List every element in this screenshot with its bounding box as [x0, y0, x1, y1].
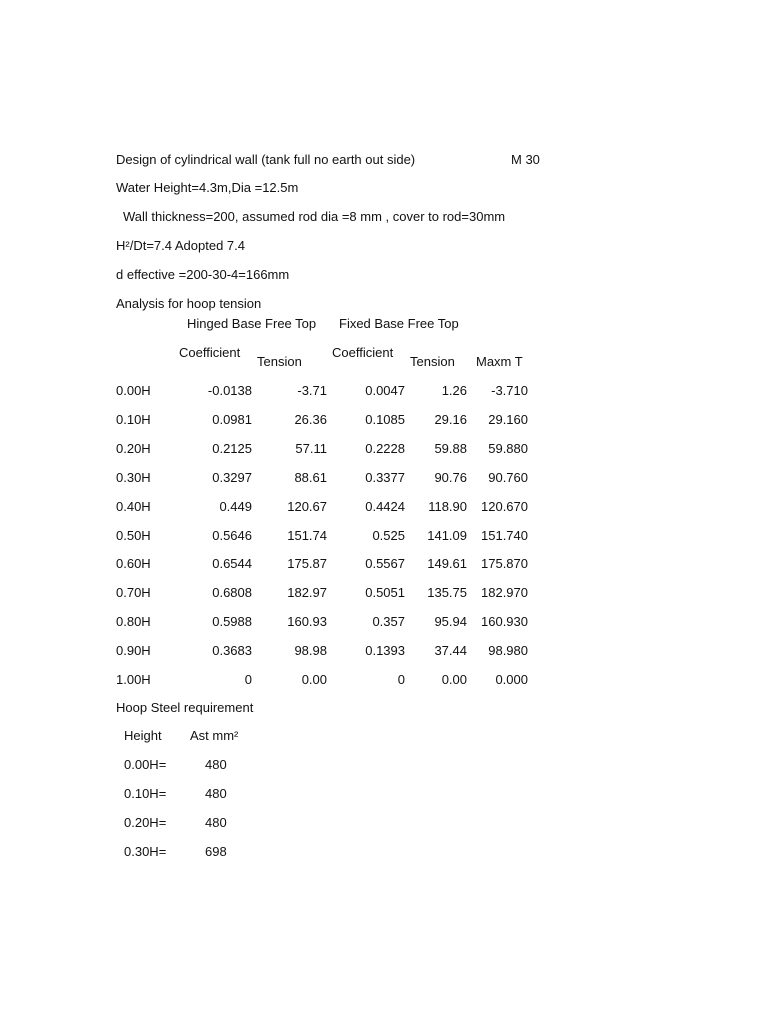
row-max-t: 182.970	[481, 585, 528, 601]
row-tension-2: 149.61	[427, 556, 467, 572]
concrete-grade: M 30	[511, 152, 540, 167]
row-tension-1: 151.74	[287, 527, 327, 543]
ratio-line: H²/Dt=7.4 Adopted 7.4	[116, 238, 246, 253]
row-height: 0.80H	[116, 614, 151, 630]
row-coefficient-2: 0.357	[372, 614, 405, 630]
row-tension-2: 141.09	[427, 527, 467, 543]
steel-row-ast: 698	[205, 844, 227, 859]
col-header-tension-2: Tension	[410, 354, 455, 369]
steel-row-height: 0.10H=	[124, 786, 167, 801]
row-max-t: 90.760	[488, 469, 528, 485]
row-coefficient-2: 0.3377	[365, 469, 405, 485]
row-max-t: 29.160	[488, 411, 528, 427]
col-header-coefficient-2: Coefficient	[332, 345, 394, 360]
row-tension-2: 90.76	[434, 469, 467, 485]
row-max-t: -3.710	[491, 383, 528, 398]
row-coefficient-2: 0.1393	[365, 643, 405, 659]
row-max-t: 0.000	[495, 672, 528, 687]
row-tension-1: 57.11	[295, 440, 327, 456]
row-coefficient-1: 0.6808	[212, 585, 252, 601]
row-height: 0.90H	[116, 643, 151, 659]
row-height: 0.50H	[116, 527, 151, 543]
row-height: 0.60H	[116, 556, 151, 572]
row-coefficient-1: 0.449	[219, 498, 252, 514]
row-coefficient-1: -0.0138	[207, 383, 252, 398]
row-coefficient-1: 0.5988	[212, 614, 252, 630]
row-max-t: 175.870	[481, 556, 528, 572]
row-tension-1: 175.87	[287, 556, 327, 572]
steel-row-height: 0.20H=	[124, 815, 167, 830]
row-coefficient-1: 0.0981	[212, 411, 252, 427]
row-height: 0.30H	[116, 469, 151, 485]
steel-title: Hoop Steel requirement	[116, 700, 254, 715]
col-header-height: Height	[124, 728, 162, 743]
row-tension-2: 135.75	[427, 585, 467, 601]
row-tension-1: -3.71	[297, 383, 327, 398]
row-max-t: 151.740	[481, 527, 528, 543]
col-header-max-t: Maxm T	[476, 354, 523, 369]
wall-thickness-line: Wall thickness=200, assumed rod dia =8 mm , cover to rod=30mm	[123, 209, 506, 224]
row-tension-2: 29.16	[434, 411, 467, 427]
row-height: 0.10H	[116, 411, 151, 427]
row-coefficient-2: 0.525	[372, 527, 405, 543]
row-tension-1: 160.93	[287, 614, 327, 630]
row-tension-1: 26.36	[294, 411, 327, 427]
d-effective-line: d effective =200-30-4=166mm	[116, 267, 290, 282]
row-coefficient-1: 0.6544	[212, 556, 252, 572]
row-tension-2: 118.90	[428, 498, 467, 514]
row-coefficient-2: 0.5051	[365, 585, 405, 601]
row-max-t: 120.670	[481, 498, 528, 514]
water-height-line: Water Height=4.3m,Dia =12.5m	[116, 180, 299, 195]
row-height: 0.70H	[116, 585, 151, 601]
row-tension-2: 0.00	[441, 672, 467, 687]
row-coefficient-1: 0.3683	[212, 643, 252, 659]
col-header-coefficient-1: Coefficient	[179, 345, 241, 360]
row-height: 1.00H	[116, 672, 151, 687]
row-max-t: 160.930	[481, 614, 528, 630]
row-tension-2: 59.88	[434, 440, 467, 456]
hinged-base-group-label: Hinged Base Free Top	[187, 316, 317, 331]
col-header-ast: Ast mm²	[190, 728, 239, 743]
steel-row-ast: 480	[205, 786, 227, 801]
row-coefficient-1: 0.3297	[212, 469, 252, 485]
row-tension-1: 120.67	[287, 498, 327, 514]
row-coefficient-2: 0.5567	[365, 556, 405, 572]
row-tension-2: 95.94	[434, 614, 467, 630]
steel-row-ast: 480	[205, 757, 227, 772]
row-max-t: 98.980	[488, 643, 528, 659]
row-tension-2: 1.26	[441, 383, 467, 398]
row-height: 0.20H	[116, 440, 151, 456]
row-coefficient-2: 0	[397, 672, 405, 687]
row-tension-1: 182.97	[287, 585, 327, 601]
row-coefficient-1: 0	[244, 672, 252, 687]
row-coefficient-1: 0.5646	[212, 527, 252, 543]
row-coefficient-2: 0.2228	[365, 440, 405, 456]
row-tension-1: 98.98	[294, 643, 327, 659]
hoop-analysis-title: Analysis for hoop tension	[116, 296, 262, 311]
row-max-t: 59.880	[488, 440, 528, 456]
row-height: 0.40H	[116, 498, 151, 514]
steel-row-height: 0.00H=	[124, 757, 167, 772]
row-height: 0.00H	[116, 383, 151, 398]
row-tension-1: 0.00	[301, 672, 327, 687]
steel-row-height: 0.30H=	[124, 844, 167, 859]
row-tension-1: 88.61	[294, 469, 327, 485]
row-coefficient-1: 0.2125	[212, 440, 252, 456]
doc-title: Design of cylindrical wall (tank full no earth out side)	[116, 152, 416, 167]
steel-row-ast: 480	[205, 815, 227, 830]
col-header-tension-1: Tension	[257, 354, 302, 369]
row-coefficient-2: 0.4424	[365, 498, 405, 514]
row-coefficient-2: 0.0047	[365, 383, 405, 398]
row-tension-2: 37.44	[434, 643, 467, 659]
row-coefficient-2: 0.1085	[365, 411, 405, 427]
fixed-base-group-label: Fixed Base Free Top	[339, 316, 459, 331]
